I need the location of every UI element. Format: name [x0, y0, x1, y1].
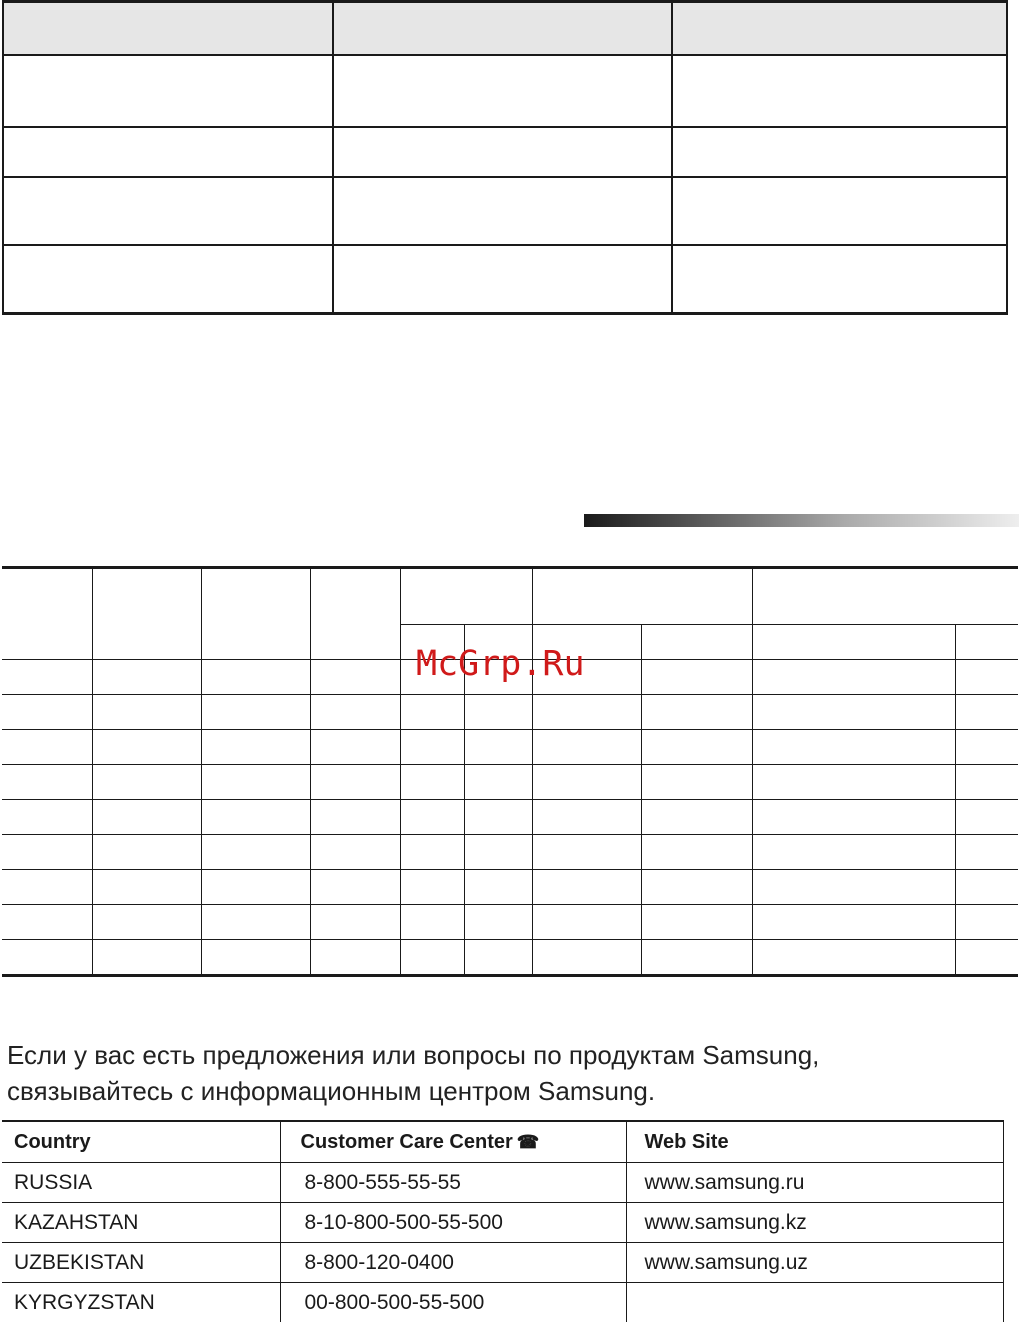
phone-cell: 8-10-800-500-55-500	[280, 1203, 626, 1243]
table-row	[3, 127, 1007, 177]
table-cell	[2, 765, 92, 800]
table-cell	[752, 800, 955, 835]
table-cell	[955, 835, 1018, 870]
website-link[interactable]: www.samsung.ru	[626, 1163, 1003, 1203]
table-cell	[641, 905, 752, 940]
table-cell	[92, 660, 201, 695]
table-cell	[532, 800, 641, 835]
table-cell	[955, 730, 1018, 765]
table-cell	[92, 730, 201, 765]
table-cell	[310, 660, 400, 695]
table-cell	[464, 835, 532, 870]
table-cell	[641, 940, 752, 976]
table-row	[2, 1243, 1003, 1283]
table-cell	[464, 800, 532, 835]
table-cell	[201, 905, 310, 940]
table-cell	[752, 568, 1018, 625]
table-cell	[955, 695, 1018, 730]
table-cell	[641, 765, 752, 800]
header-country: Country	[2, 1121, 280, 1163]
contacts-header-row	[2, 1121, 1003, 1163]
table-row	[2, 940, 1018, 976]
table-cell	[532, 730, 641, 765]
table-cell	[400, 800, 464, 835]
contacts-table	[2, 1120, 1004, 1322]
table-cell	[955, 765, 1018, 800]
phone-cell: 8-800-555-55-55	[280, 1163, 626, 1203]
table-cell	[310, 940, 400, 976]
table-cell	[333, 127, 672, 177]
table-cell	[641, 870, 752, 905]
table-row	[2, 1163, 1003, 1203]
table-cell	[92, 800, 201, 835]
table-cell	[3, 2, 333, 56]
table-cell	[310, 568, 400, 660]
phone-cell: 00-800-500-55-500	[280, 1283, 626, 1323]
table-cell	[201, 870, 310, 905]
table-cell	[201, 660, 310, 695]
table-row	[2, 1283, 1003, 1323]
table-cell	[400, 568, 532, 625]
table-cell	[532, 765, 641, 800]
table-cell	[400, 730, 464, 765]
table-cell	[672, 55, 1007, 127]
table-cell	[752, 905, 955, 940]
table-cell	[310, 870, 400, 905]
table-cell	[3, 127, 333, 177]
table-cell	[2, 800, 92, 835]
table-cell	[92, 765, 201, 800]
country-cell: UZBEKISTAN	[2, 1243, 280, 1283]
table-cell	[752, 660, 955, 695]
gradient-divider	[584, 514, 1019, 527]
table-cell	[400, 940, 464, 976]
table-cell	[532, 940, 641, 976]
table-cell	[201, 765, 310, 800]
table-cell	[2, 695, 92, 730]
country-cell: KYRGYZSTAN	[2, 1283, 280, 1323]
header-care-center: Customer Care Center ☎	[280, 1121, 626, 1163]
top-table-header	[3, 2, 1007, 56]
table-cell	[310, 730, 400, 765]
table-cell	[2, 940, 92, 976]
table-cell	[752, 835, 955, 870]
table-cell	[672, 2, 1007, 56]
table-cell	[310, 695, 400, 730]
phone-cell: 8-800-120-0400	[280, 1243, 626, 1283]
table-cell	[92, 940, 201, 976]
table-cell	[201, 800, 310, 835]
table-cell	[955, 870, 1018, 905]
table-cell	[752, 870, 955, 905]
table-cell	[201, 835, 310, 870]
table-cell	[464, 870, 532, 905]
table-row	[2, 905, 1018, 940]
table-cell	[464, 695, 532, 730]
info-text-line-1: Если у вас есть предложения или вопросы по продуктам Samsung,	[7, 1040, 820, 1070]
table-cell	[641, 660, 752, 695]
table-cell	[752, 730, 955, 765]
table-cell	[955, 800, 1018, 835]
table-cell	[310, 835, 400, 870]
table-cell	[641, 835, 752, 870]
table-row	[3, 55, 1007, 127]
table-cell	[641, 625, 752, 660]
table-cell	[400, 870, 464, 905]
table-cell	[641, 730, 752, 765]
table-cell	[201, 568, 310, 660]
table-cell	[752, 765, 955, 800]
table-cell	[92, 905, 201, 940]
table-cell	[955, 625, 1018, 660]
table-cell	[2, 870, 92, 905]
table-cell	[201, 940, 310, 976]
table-cell	[532, 695, 641, 730]
table-cell	[333, 55, 672, 127]
watermark: McGrp.Ru	[416, 644, 585, 684]
table-cell	[955, 940, 1018, 976]
table-cell	[92, 870, 201, 905]
website-link[interactable]: www.samsung.uz	[626, 1243, 1003, 1283]
table-cell	[641, 800, 752, 835]
table-cell	[92, 695, 201, 730]
table-cell	[400, 695, 464, 730]
table-cell	[464, 940, 532, 976]
table-row	[2, 695, 1018, 730]
table-cell	[2, 568, 92, 660]
table-cell	[532, 568, 752, 625]
table-cell	[333, 177, 672, 245]
top-table	[2, 0, 1008, 315]
info-text-line-2: связывайтесь с информационным центром Samsung.	[7, 1076, 656, 1106]
table-row	[2, 730, 1018, 765]
table-cell	[464, 730, 532, 765]
table-cell	[672, 245, 1007, 314]
table-cell	[333, 245, 672, 314]
table-cell	[641, 695, 752, 730]
table-cell	[752, 625, 955, 660]
table-cell	[310, 905, 400, 940]
table-cell	[955, 905, 1018, 940]
website-link[interactable]: www.samsung.kz	[626, 1203, 1003, 1243]
table-cell	[752, 695, 955, 730]
header-web-site: Web Site	[626, 1121, 1003, 1163]
table-cell	[310, 765, 400, 800]
table-cell	[400, 905, 464, 940]
country-cell: RUSSIA	[2, 1163, 280, 1203]
table-cell	[532, 870, 641, 905]
table-row	[2, 765, 1018, 800]
table-row	[2, 870, 1018, 905]
table-cell	[532, 905, 641, 940]
table-cell	[2, 660, 92, 695]
table-row	[2, 835, 1018, 870]
table-cell	[464, 765, 532, 800]
table-cell	[3, 55, 333, 127]
table-cell	[3, 245, 333, 314]
table-cell	[310, 800, 400, 835]
table-cell	[955, 660, 1018, 695]
table-cell	[92, 568, 201, 660]
table-cell	[3, 177, 333, 245]
table-cell	[400, 765, 464, 800]
table-cell	[92, 835, 201, 870]
table-cell	[672, 177, 1007, 245]
table-row	[2, 1203, 1003, 1243]
phone-icon: ☎	[516, 1131, 540, 1152]
table-cell	[201, 730, 310, 765]
table-cell	[333, 2, 672, 56]
table-row	[3, 177, 1007, 245]
table-row	[3, 245, 1007, 314]
table-cell	[532, 835, 641, 870]
country-cell: KAZAHSTAN	[2, 1203, 280, 1243]
table-cell	[2, 835, 92, 870]
grid-table	[2, 566, 1018, 977]
table-cell	[201, 695, 310, 730]
table-cell	[464, 905, 532, 940]
table-cell	[2, 905, 92, 940]
table-cell	[400, 835, 464, 870]
table-row	[2, 800, 1018, 835]
website-cell	[626, 1283, 1003, 1323]
grid-header-row	[2, 568, 1018, 625]
table-cell	[2, 730, 92, 765]
table-cell	[752, 940, 955, 976]
table-cell	[672, 127, 1007, 177]
